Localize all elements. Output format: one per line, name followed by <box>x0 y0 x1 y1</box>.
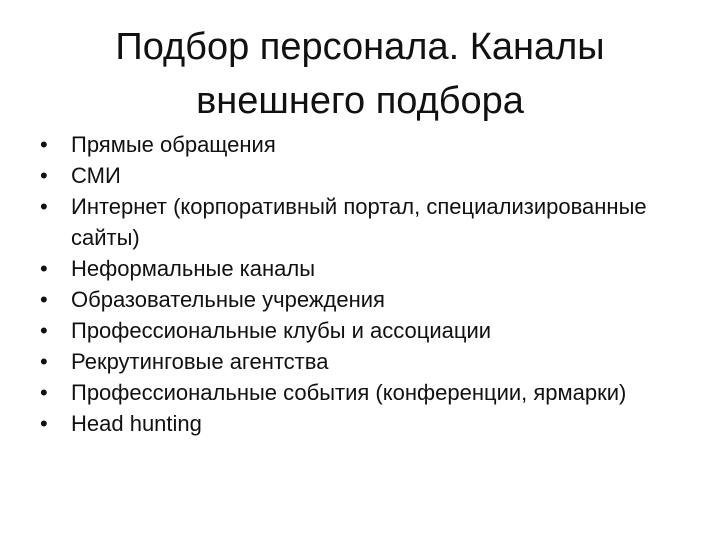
bullet-text: Профессиональные события (конференции, ярмарки) <box>71 380 627 405</box>
bullet-text: Прямые обращения <box>71 132 276 157</box>
bullet-item <box>40 315 700 346</box>
bullet-icon: • <box>40 194 48 219</box>
bullet-icon: • <box>40 349 48 374</box>
bullet-text: Профессиональные клубы и ассоциации <box>71 318 492 343</box>
bullet-item <box>40 129 700 160</box>
bullet-text: Образовательные учреждения <box>71 287 385 312</box>
bullet-icon: • <box>40 287 48 312</box>
bullet-item <box>40 160 700 191</box>
bullet-text: Рекрутинговые агентства <box>71 349 329 374</box>
bullet-text: СМИ <box>71 163 121 188</box>
bullet-item <box>40 284 700 315</box>
slide-title <box>40 20 680 128</box>
bullet-text: Интернет (корпоративный портал, специализированные сайты) <box>71 194 647 250</box>
slide-title-line-1: Подбор персонала. Каналы <box>115 26 605 68</box>
bullet-icon: • <box>40 163 48 188</box>
bullet-icon: • <box>40 132 48 157</box>
bullet-icon: • <box>40 411 48 436</box>
bullet-item <box>40 191 700 253</box>
bullet-icon: • <box>40 380 48 405</box>
bullet-text: Неформальные каналы <box>71 256 316 281</box>
bullet-item <box>40 408 700 439</box>
bullet-list <box>40 129 700 439</box>
bullet-text: Head hunting <box>71 411 202 436</box>
bullet-item <box>40 346 700 377</box>
bullet-item <box>40 377 700 408</box>
bullet-icon: • <box>40 256 48 281</box>
bullet-icon: • <box>40 318 48 343</box>
slide-title-line-2: внешнего подбора <box>196 80 524 122</box>
bullet-item <box>40 253 700 284</box>
